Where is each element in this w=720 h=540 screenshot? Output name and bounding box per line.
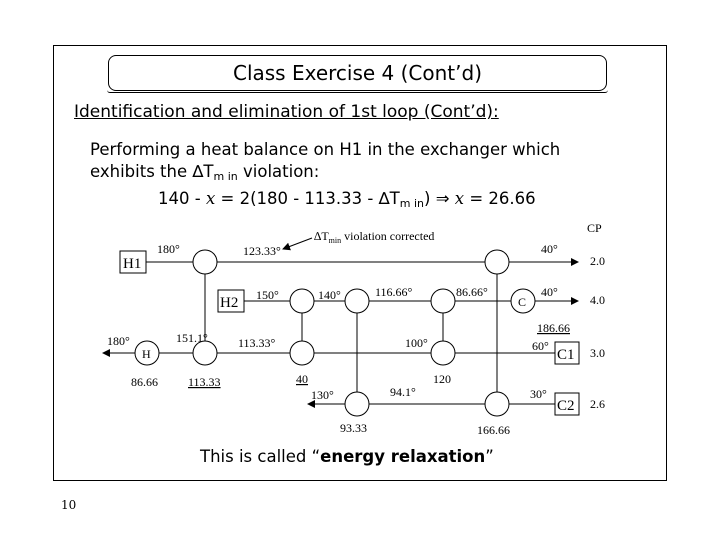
t-symbol-2: T bbox=[389, 189, 400, 208]
body-line-2-pre: exhibits the bbox=[90, 162, 193, 181]
violation-delta: ∆T bbox=[314, 229, 329, 243]
t-heater-duty: 186.66 bbox=[537, 321, 570, 335]
slide-title-text: Class Exercise 4 (Cont’d) bbox=[232, 61, 482, 85]
eq-part-b: = 2(180 - 113.33 - bbox=[215, 189, 379, 208]
caption-post: ” bbox=[485, 447, 494, 466]
caption-pre: This is called “ bbox=[200, 447, 321, 466]
exchanger-2-bottom bbox=[290, 341, 314, 365]
violation-annotation bbox=[314, 229, 434, 245]
slide-subtitle: Identification and elimination of 1st loop (Cont’d): bbox=[74, 102, 499, 122]
implies-symbol: ⇒ bbox=[435, 189, 450, 208]
t-h1-mid: 123.33° bbox=[243, 244, 281, 258]
t-c1-e: 113.33 bbox=[188, 375, 221, 389]
exchanger-5-top bbox=[485, 250, 509, 274]
exchanger-3-top bbox=[345, 289, 369, 313]
delta-symbol-2: ∆ bbox=[378, 189, 390, 208]
t-h2-b: 116.66° bbox=[375, 285, 413, 299]
violation-min: min bbox=[328, 236, 342, 245]
cp-c2: 2.6 bbox=[590, 397, 605, 411]
t-c1-g: 120 bbox=[433, 372, 451, 386]
t-h1-out: 40° bbox=[541, 242, 558, 256]
h2-label: H2 bbox=[220, 295, 239, 311]
exchanger-4-bottom bbox=[431, 341, 455, 365]
body-line-2-post: violation: bbox=[237, 162, 320, 181]
cp-header: CP bbox=[587, 221, 602, 235]
cp-h2: 4.0 bbox=[590, 293, 605, 307]
exchanger-5-bottom bbox=[485, 392, 509, 416]
page-number: 10 bbox=[61, 498, 77, 512]
t-c1-c: 100° bbox=[405, 336, 428, 350]
cp-h1: 2.0 bbox=[590, 254, 605, 268]
heater-label: H bbox=[142, 347, 151, 361]
t-c2-a: 94.1° bbox=[390, 385, 416, 399]
t-c2-out: 130° bbox=[311, 388, 334, 402]
x-variable-2: x bbox=[454, 189, 465, 208]
t-c1-in: 60° bbox=[532, 339, 549, 353]
violation-arrow bbox=[283, 238, 312, 249]
t-c1-a: 151.1° bbox=[176, 331, 208, 345]
t-symbol: T bbox=[203, 162, 214, 181]
t-h2-in: 150° bbox=[256, 288, 279, 302]
t-c2-c: 166.66 bbox=[477, 423, 510, 437]
body-line-1: Performing a heat balance on H1 in the exchanger which bbox=[90, 140, 561, 159]
caption bbox=[200, 447, 494, 466]
x-variable: x bbox=[205, 189, 216, 208]
caption-bold: energy relaxation bbox=[320, 447, 486, 466]
delta-symbol: ∆ bbox=[192, 162, 204, 181]
violation-text: violation corrected bbox=[341, 229, 435, 243]
eq-part-d: = 26.66 bbox=[464, 189, 536, 208]
t-c2-in: 30° bbox=[530, 387, 547, 401]
t-c1-b: 113.33° bbox=[238, 336, 276, 350]
t-c1-d: 86.66 bbox=[131, 375, 158, 389]
t-h2-c: 86.66° bbox=[456, 285, 488, 299]
cp-c1: 3.0 bbox=[590, 346, 605, 360]
eq-part-c: ) bbox=[424, 189, 436, 208]
t-c1-out: 180° bbox=[107, 334, 130, 348]
t-c1-f: 40 bbox=[296, 372, 308, 386]
t-h2-out: 40° bbox=[541, 285, 558, 299]
h1-label: H1 bbox=[123, 256, 142, 272]
exchanger-4-top bbox=[431, 289, 455, 313]
exchanger-2-top bbox=[290, 289, 314, 313]
eq-part-a: 140 - bbox=[158, 189, 206, 208]
exchanger-3-bottom bbox=[345, 392, 369, 416]
cooler-label: C bbox=[518, 295, 527, 309]
c2-label: C2 bbox=[557, 398, 575, 414]
min-subscript-2: m in bbox=[399, 197, 425, 210]
t-h1-in: 180° bbox=[157, 242, 180, 256]
c1-label: C1 bbox=[557, 347, 575, 363]
min-subscript: m in bbox=[213, 170, 238, 183]
exchanger-1-top bbox=[193, 250, 217, 274]
t-h2-a: 140° bbox=[318, 288, 341, 302]
t-c2-b: 93.33 bbox=[340, 421, 367, 435]
